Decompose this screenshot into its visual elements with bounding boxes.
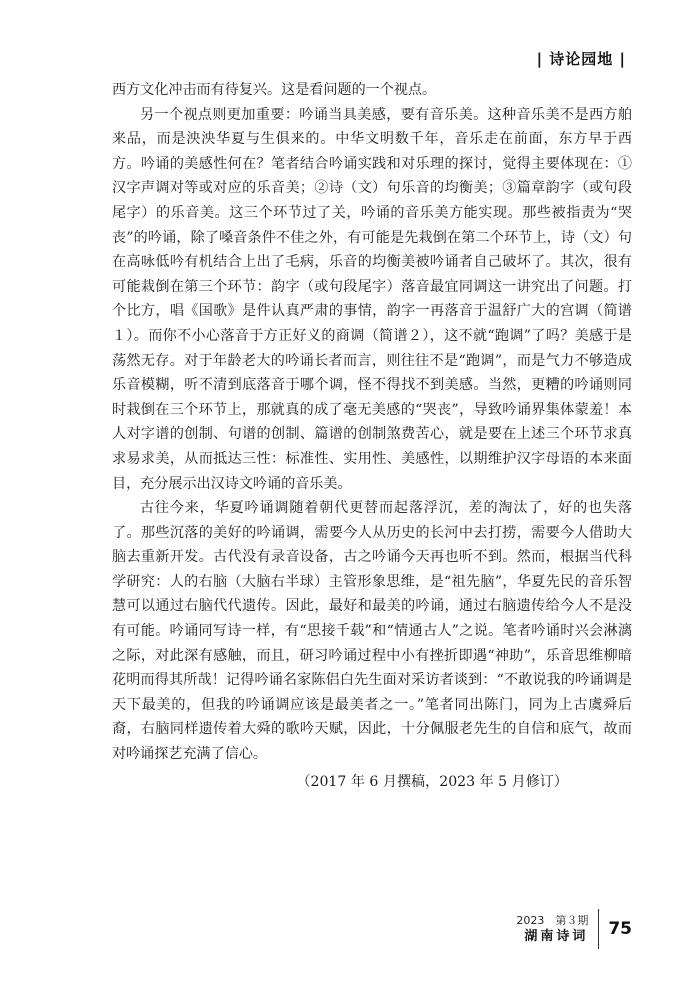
paragraph-2: 另一个视点则更加重要：吟诵当具美感，要有音乐美。这种音乐美不是西方舶来品，而是泱泱华夏与生俱来的。中华文明数千年，音乐走在前面，东方早于西方。吟诵的美感性何在？笔者结合吟诵实践和对乐理的探讨，觉得主要体现在：①汉字声调对等或对应的乐音美；②诗（文）句乐音的均衡美；③篇章韵字（或句段尾字）的乐音美。这三个环节过了关，吟诵的音乐美方能实现。那些被指责为“哭丧”的吟诵，除了嗓音条件不佳之外，有可能是先栽倒在第二个环节上，诗（文）句在高咏低吟有机结合上出了毛病，乐音的均衡美被吟诵者自己破坏了。其次，很有可能栽倒在第三个环节：韵字（或句段尾字）落音最宜同调这一讲究出了问题。打个比方，唱《国歌》是件认真严肃的事情，韵字一再落音于温舒广大的宫调（简谱１）。而你不小心落音于方正好义的商调（简谱２），这不就“跑调”了吗？美感于是荡然无存。对于年龄老大的吟诵长者而言，则往往不是“跑调”，而是气力不够造成乐音模糊，听不清到底落音于哪个调，怪不得找不到美感。当然，更糟的吟诵则同时栽倒在三个环节上，那就真的成了毫无美感的“哭丧”，导致吟诵界集体蒙羞！本人对字谱的创制、句谱的创制、篇谱的创制煞费苦心，就是要在上述三个环节求真求易求美，从而抵达三性：标准性、实用性、美感性，以期维护汉字母语的本来面目，充分展示出汉诗文吟诵的音乐美。 <box>112 106 632 492</box>
section-header: | 诗论园地 | <box>536 50 626 68</box>
journal-title: 湖南诗词 <box>524 928 589 944</box>
issue-label: 2023 第３期 <box>516 913 589 927</box>
article-body <box>112 78 632 794</box>
page-number: 75 <box>608 919 632 939</box>
date-signature: （2017 年 6 月撰稿，2023 年 5 月修订） <box>296 773 568 790</box>
page-footer <box>516 905 632 953</box>
footer-info <box>516 913 598 946</box>
paragraph-1: 西方文化冲击而有待复兴。这是看问题的一个视点。 <box>112 82 437 98</box>
paragraph-3: 古往今来，华夏吟诵调随着朝代更替而起落浮沉，差的淘汰了，好的也失落了。那些沉落的美好的吟诵调，需要今人从历史的长河中去打捞，需要今人借助大脑去重新开发。古代没有录音设备，古之吟诵今天再也听不到。然而，根据当代科学研究：人的右脑（大脑右半球）主管形象思维，是“祖先脑”，华夏先民的音乐智慧可以通过右脑代代遗传。因此，最好和最美的吟诵，通过右脑遗传给今人不是没有可能。吟诵同写诗一样，有“思接千载”和“情通古人”之说。笔者吟诵时兴会淋漓之际，对此深有感触，而且，研习吟诵过程中小有挫折即遇“神助”，乐音思维柳暗花明而得其所哉！记得吟诵名家陈侣白先生面对采访者谈到：“不敢说我的吟诵调是天下最美的，但我的吟诵调应该是最美者之一。”笔者同出陈门，同为上古虞舜后裔，右脑同样遗传着大舜的歌吟天赋，因此，十分佩服老先生的自信和底气，故而对吟诵探艺充满了信心。 <box>112 500 632 763</box>
